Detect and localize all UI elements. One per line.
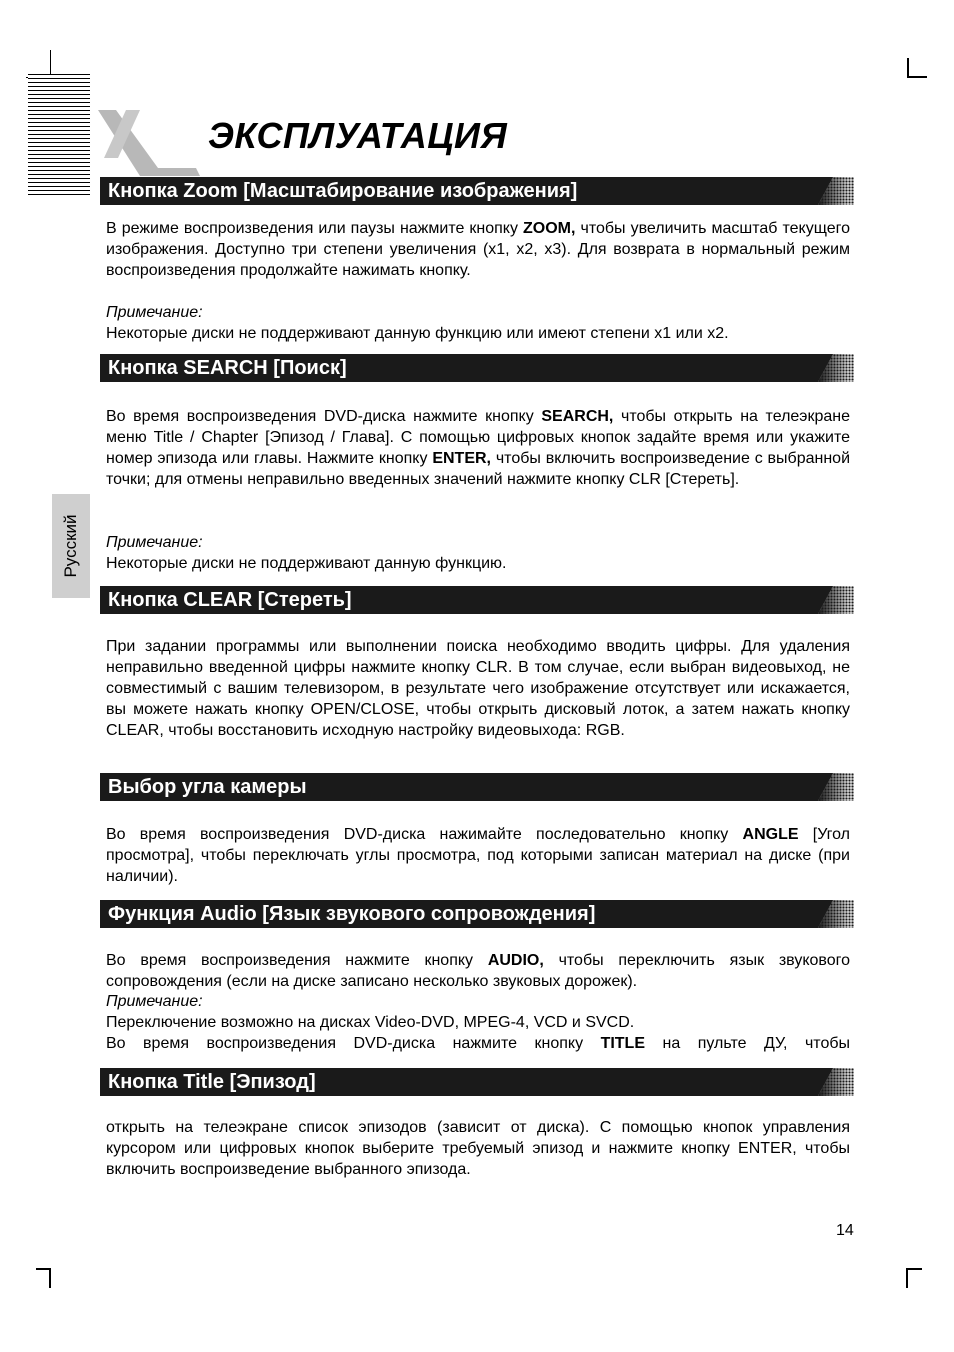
page-number: 14 bbox=[836, 1222, 854, 1239]
section-header-zoom bbox=[100, 177, 854, 205]
crop-mark-bottom-right-v bbox=[906, 1268, 908, 1288]
clear-paragraph: При задании программы или выполнении поиска необходимо вводить цифры. Для удаления неправильно введенной цифры нажмите кнопку CLR. В том случае, если выбран видеовыход, не совместимый с вашим телевизором, в результате чего изображение отсутствует или искажается, вы можете нажать кнопку OPEN/CLOSE, чтобы открыть дисковый лоток, а затем нажать кнопку CLEAR, чтобы восстановить исходную настройку видеовыхода: RGB. bbox=[106, 638, 850, 739]
note-text: Некоторые диски не поддерживают данную функцию. bbox=[106, 555, 507, 572]
crop-mark-bottom-right-h bbox=[906, 1268, 922, 1270]
language-label: Русский bbox=[61, 514, 80, 578]
title-paragraph: открыть на телеэкране список эпизодов (зависит от диска). С помощью кнопок управления курсором или цифровых кнопок выберите требуемый эпизод и нажмите кнопку ENTER, чтобы включить воспроизведение выбранного эпизода. bbox=[106, 1119, 850, 1178]
page-title: ЭКСПЛУАТАЦИЯ bbox=[208, 115, 508, 156]
text-run: чтобы переключить язык звукового сопровождения (если на диске записано несколько звуковых дорожек). bbox=[106, 952, 851, 990]
dot-pattern bbox=[818, 773, 854, 801]
section-header-audio bbox=[100, 900, 854, 928]
text-run: на пульте ДУ, чтобы bbox=[645, 1035, 850, 1052]
crop-mark-top-right-v bbox=[907, 58, 909, 78]
brand-logo-icon bbox=[96, 104, 200, 176]
key-audio: AUDIO, bbox=[487, 952, 544, 969]
language-side-tab bbox=[52, 494, 90, 598]
key-title: TITLE bbox=[600, 1035, 645, 1052]
search-paragraph bbox=[106, 406, 850, 490]
text-run: чтобы открыть на телеэкране меню Title / Chapter [Эпизод / Глава]. С помощью цифровых кнопок задайте время или укажите номер эпизода или главы. Нажмите кнопку bbox=[106, 408, 851, 467]
section-heading: Выбор угла камеры bbox=[108, 776, 307, 798]
audio-paragraph bbox=[106, 950, 850, 992]
angle-paragraph bbox=[106, 824, 850, 887]
key-enter: ENTER, bbox=[432, 450, 491, 467]
text-run: Во время воспроизведения DVD-диска нажимайте последовательно кнопку bbox=[106, 826, 743, 843]
section-heading: Функция Audio [Язык звукового сопровождения] bbox=[108, 903, 596, 925]
text-run: чтобы увеличить масштаб текущего изображения. Доступно три степени увеличения (x1, x2, x3). Для возврата в нормальный режим воспроизведения продолжайте нажимать кнопку. bbox=[106, 220, 850, 279]
crop-mark-bottom-left-v bbox=[49, 1268, 51, 1288]
decorative-stripes bbox=[28, 74, 90, 198]
section-heading: Кнопка Title [Эпизод] bbox=[108, 1071, 316, 1093]
dot-pattern bbox=[818, 1068, 854, 1096]
audio-title-paragraph bbox=[106, 1033, 850, 1054]
text-run: Во время воспроизведения DVD-диска нажмите кнопку bbox=[106, 1035, 601, 1052]
section-heading: Кнопка Zoom [Масштабирование изображения] bbox=[108, 180, 578, 202]
dot-pattern bbox=[818, 586, 854, 614]
dot-pattern bbox=[818, 177, 854, 205]
section-header-angle bbox=[100, 773, 854, 801]
note-label: Примечание: bbox=[106, 993, 203, 1010]
note-label: Примечание: bbox=[106, 534, 203, 551]
section-heading: Кнопка SEARCH [Поиск] bbox=[108, 357, 347, 379]
zoom-paragraph bbox=[106, 218, 850, 281]
note-label: Примечание: bbox=[106, 304, 203, 321]
key-zoom: ZOOM, bbox=[523, 220, 576, 237]
text-run: В режиме воспроизведения или паузы нажмите кнопку bbox=[106, 220, 524, 237]
section-header-title bbox=[100, 1068, 854, 1096]
crop-mark-top-right-h bbox=[907, 76, 927, 78]
key-search: SEARCH, bbox=[541, 408, 614, 425]
dot-pattern bbox=[818, 354, 854, 382]
section-heading: Кнопка CLEAR [Стереть] bbox=[108, 589, 352, 611]
note-text: Некоторые диски не поддерживают данную функцию или имеют степени x1 или x2. bbox=[106, 325, 729, 342]
text-run: Во время воспроизведения DVD-диска нажмите кнопку bbox=[106, 408, 542, 425]
text-run: [Угол просмотра], чтобы переключать углы просмотра, под которыми записан материал на диске (при наличии). bbox=[106, 826, 851, 885]
text-run: Во время воспроизведения нажмите кнопку bbox=[106, 952, 488, 969]
dot-pattern bbox=[818, 900, 854, 928]
note-text: Переключение возможно на дисках Video-DVD, MPEG-4, VCD и SVCD. bbox=[106, 1014, 635, 1031]
section-header-search bbox=[100, 354, 854, 382]
key-angle: ANGLE bbox=[742, 826, 799, 843]
crop-mark-bottom-left-h bbox=[36, 1268, 51, 1270]
text-run: чтобы включить воспроизведение с выбранной точки; для отмены неправильно введенных значений нажмите кнопку CLR [Стереть]. bbox=[106, 450, 851, 488]
section-header-clear bbox=[100, 586, 854, 614]
